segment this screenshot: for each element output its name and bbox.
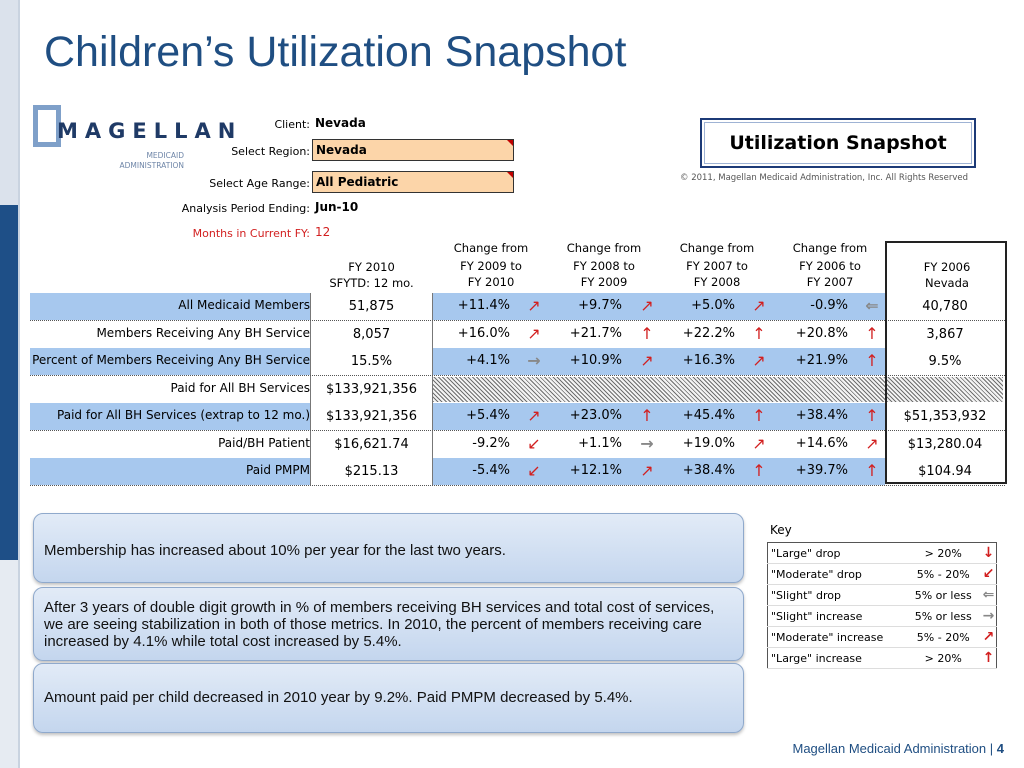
age-range-label: Select Age Range: xyxy=(209,177,310,190)
period-label: Analysis Period Ending: xyxy=(181,202,310,215)
cell-fy2006-nevada: $51,353,932 xyxy=(885,403,1005,430)
header-fy2006-nevada xyxy=(887,260,1007,290)
cell-change: +10.9% xyxy=(569,353,622,368)
row-label: All Medicaid Members xyxy=(178,298,310,312)
logo-wordmark: MAGELLAN xyxy=(57,119,243,143)
row-label: Paid PMPM xyxy=(246,463,310,477)
age-range-select[interactable]: All Pediatric xyxy=(312,171,514,193)
header-text: FY 2008 xyxy=(693,275,741,289)
large-increase-arrow-icon: ↑ xyxy=(865,461,879,480)
key-name: "Slight" increase xyxy=(768,606,909,627)
cell-change: +45.4% xyxy=(682,408,735,423)
header-text: FY 2009 to xyxy=(460,259,522,273)
header-text: FY 2010 xyxy=(348,260,395,274)
cell-fy2006-nevada: 40,780 xyxy=(885,293,1005,320)
moderate-increase-arrow-icon: ↗ xyxy=(865,434,879,453)
table-row xyxy=(30,458,1005,485)
decorative-sidebar xyxy=(0,0,18,768)
table-row xyxy=(30,321,1005,348)
cell-change: +14.6% xyxy=(795,436,848,451)
cell-change: +12.1% xyxy=(569,463,622,478)
cell-change: -0.9% xyxy=(810,298,848,313)
cell-change: +5.4% xyxy=(466,408,510,423)
moderate-increase-arrow-icon: ↗ xyxy=(640,296,654,315)
key-name: "Large" drop xyxy=(768,543,909,564)
sidebar-band-top xyxy=(0,0,18,205)
moderate-drop-arrow-icon: ↙ xyxy=(978,564,997,585)
moderate-increase-arrow-icon: ↗ xyxy=(527,296,541,315)
cell-fy2006-nevada: $13,280.04 xyxy=(885,431,1005,458)
cell-change: +4.1% xyxy=(466,353,510,368)
large-increase-arrow-icon: ↑ xyxy=(752,461,766,480)
header-text: Nevada xyxy=(925,276,969,290)
key-row xyxy=(768,627,997,648)
key-range: 5% or less xyxy=(909,585,978,606)
cell-change: +16.0% xyxy=(457,326,510,341)
header-text: Change from xyxy=(453,241,529,255)
key-row xyxy=(768,564,997,585)
key-legend xyxy=(767,542,997,669)
cell-fy2010: 15.5% xyxy=(310,348,433,375)
moderate-increase-arrow-icon: ↗ xyxy=(640,461,654,480)
cell-fy2006-nevada: 9.5% xyxy=(885,348,1005,375)
cell-change: +21.7% xyxy=(569,326,622,341)
note-text: After 3 years of double digit growth in % of members receiving BH services and total cost of services, we are seeing stabilization in both of those metrics. In 2010, the percent of members receiving care increased by 4.1% while total cost increased by 5.4%. xyxy=(44,599,715,650)
row-label: Members Receiving Any BH Service xyxy=(96,326,310,340)
footer xyxy=(792,741,1004,756)
header-text: FY 2010 xyxy=(467,275,515,289)
moderate-increase-arrow-icon: ↗ xyxy=(752,434,766,453)
row-label: Paid for All BH Services xyxy=(170,381,310,395)
note-bh-services xyxy=(33,587,744,661)
header-change-2006-2007 xyxy=(779,241,881,289)
note-text: Membership has increased about 10% per year for the last two years. xyxy=(44,542,506,559)
cell-change: -9.2% xyxy=(472,436,510,451)
table-row xyxy=(30,293,1005,320)
key-range: > 20% xyxy=(909,543,978,564)
cell-change: +19.0% xyxy=(682,436,735,451)
key-name: "Slight" drop xyxy=(768,585,909,606)
cell-change: +11.4% xyxy=(457,298,510,313)
utilization-snapshot-box: Utilization Snapshot xyxy=(700,118,976,168)
key-row xyxy=(768,543,997,564)
cell-change: +16.3% xyxy=(682,353,735,368)
months-value: 12 xyxy=(315,225,331,239)
slight-drop-arrow-icon: ⇐ xyxy=(978,585,997,606)
months-label: Months in Current FY: xyxy=(192,227,310,240)
key-range: 5% - 20% xyxy=(909,564,978,585)
sidebar-divider xyxy=(18,0,20,768)
copyright-notice: © 2011, Magellan Medicaid Administration, Inc. All Rights Reserved xyxy=(680,173,968,183)
cell-change: +20.8% xyxy=(795,326,848,341)
large-increase-arrow-icon: ↑ xyxy=(640,324,654,343)
region-select[interactable]: Nevada xyxy=(312,139,514,161)
large-increase-arrow-icon: ↑ xyxy=(640,406,654,425)
cell-fy2010: $133,921,356 xyxy=(310,403,433,430)
large-drop-arrow-icon: ↓ xyxy=(978,543,997,564)
key-title: Key xyxy=(770,523,792,537)
note-paid-per-child xyxy=(33,663,744,733)
moderate-increase-arrow-icon: ↗ xyxy=(978,627,997,648)
cell-change: +39.7% xyxy=(795,463,848,478)
cell-change: +38.4% xyxy=(795,408,848,423)
cell-fy2010: 51,875 xyxy=(310,293,433,320)
logo-sub-line-2: ADMINISTRATION xyxy=(119,161,184,170)
row-label: Paid for All BH Services (extrap to 12 mo.) xyxy=(57,408,310,422)
note-text: Amount paid per child decreased in 2010 year by 9.2%. Paid PMPM decreased by 5.4%. xyxy=(44,689,633,706)
key-name: "Large" increase xyxy=(768,648,909,669)
moderate-drop-arrow-icon: ↙ xyxy=(527,434,541,453)
cell-change: +23.0% xyxy=(569,408,622,423)
header-text: FY 2007 xyxy=(806,275,854,289)
large-increase-arrow-icon: ↑ xyxy=(752,406,766,425)
key-row xyxy=(768,648,997,669)
cell-fy2010: $133,921,356 xyxy=(310,376,433,403)
key-name: "Moderate" drop xyxy=(768,564,909,585)
header-text: Change from xyxy=(566,241,642,255)
region-label: Select Region: xyxy=(231,145,310,158)
header-change-2007-2008 xyxy=(666,241,768,289)
client-value: Nevada xyxy=(315,116,366,130)
header-text: FY 2009 xyxy=(580,275,628,289)
logo-subtitle xyxy=(109,151,184,171)
key-row xyxy=(768,606,997,627)
page-title: Children’s Utilization Snapshot xyxy=(44,28,627,76)
table-row xyxy=(30,403,1005,430)
table-row xyxy=(30,376,1005,403)
cell-change: -5.4% xyxy=(472,463,510,478)
cell-fy2010: $215.13 xyxy=(310,458,433,485)
cell-change: +38.4% xyxy=(682,463,735,478)
cell-change: +21.9% xyxy=(795,353,848,368)
cell-fy2006-nevada: 3,867 xyxy=(885,321,1005,348)
large-increase-arrow-icon: ↑ xyxy=(978,648,997,669)
page-number: 4 xyxy=(996,741,1004,756)
cell-change: +9.7% xyxy=(578,298,622,313)
header-text: FY 2007 to xyxy=(686,259,748,273)
sidebar-band-bottom xyxy=(0,560,18,768)
key-range: 5% or less xyxy=(909,606,978,627)
magellan-logo xyxy=(33,105,243,185)
cell-change: +5.0% xyxy=(691,298,735,313)
cell-fy2010: $16,621.74 xyxy=(310,431,433,458)
large-increase-arrow-icon: ↑ xyxy=(865,406,879,425)
header-fy2010 xyxy=(310,260,433,290)
large-increase-arrow-icon: ↑ xyxy=(865,324,879,343)
note-membership xyxy=(33,513,744,583)
moderate-increase-arrow-icon: ↗ xyxy=(752,351,766,370)
key-range: > 20% xyxy=(909,648,978,669)
moderate-increase-arrow-icon: ↗ xyxy=(640,351,654,370)
header-change-2009-2010 xyxy=(440,241,542,289)
footer-org: Magellan Medicaid Administration | xyxy=(792,741,994,756)
slight-drop-arrow-icon: ⇐ xyxy=(865,296,879,315)
period-value: Jun-10 xyxy=(315,200,359,214)
header-change-2008-2009 xyxy=(553,241,655,289)
cell-fy2010: 8,057 xyxy=(310,321,433,348)
header-text: FY 2006 to xyxy=(799,259,861,273)
slight-increase-arrow-icon: → xyxy=(640,434,654,453)
cell-change: +1.1% xyxy=(578,436,622,451)
header-text: FY 2008 to xyxy=(573,259,635,273)
moderate-increase-arrow-icon: ↗ xyxy=(527,406,541,425)
key-row xyxy=(768,585,997,606)
sidebar-band-middle xyxy=(0,205,18,560)
row-label: Paid/BH Patient xyxy=(218,436,310,450)
moderate-drop-arrow-icon: ↙ xyxy=(527,461,541,480)
key-name: "Moderate" increase xyxy=(768,627,909,648)
client-label: Client: xyxy=(274,118,310,131)
header-text: SFYTD: 12 mo. xyxy=(329,276,414,290)
header-text: Change from xyxy=(679,241,755,255)
table-row xyxy=(30,348,1005,375)
row-label: Percent of Members Receiving Any BH Service xyxy=(32,353,310,367)
logo-sub-line-1: MEDICAID xyxy=(146,151,184,160)
slight-increase-arrow-icon: → xyxy=(527,351,541,370)
cell-fy2006-nevada: $104.94 xyxy=(885,458,1005,485)
hatched-empty-area xyxy=(433,377,1003,402)
moderate-increase-arrow-icon: ↗ xyxy=(752,296,766,315)
cell-change: +22.2% xyxy=(682,326,735,341)
moderate-increase-arrow-icon: ↗ xyxy=(527,324,541,343)
header-text: Change from xyxy=(792,241,868,255)
header-text: FY 2006 xyxy=(923,260,971,274)
large-increase-arrow-icon: ↑ xyxy=(865,351,879,370)
table-row xyxy=(30,431,1005,458)
slight-increase-arrow-icon: → xyxy=(978,606,997,627)
key-range: 5% - 20% xyxy=(909,627,978,648)
large-increase-arrow-icon: ↑ xyxy=(752,324,766,343)
